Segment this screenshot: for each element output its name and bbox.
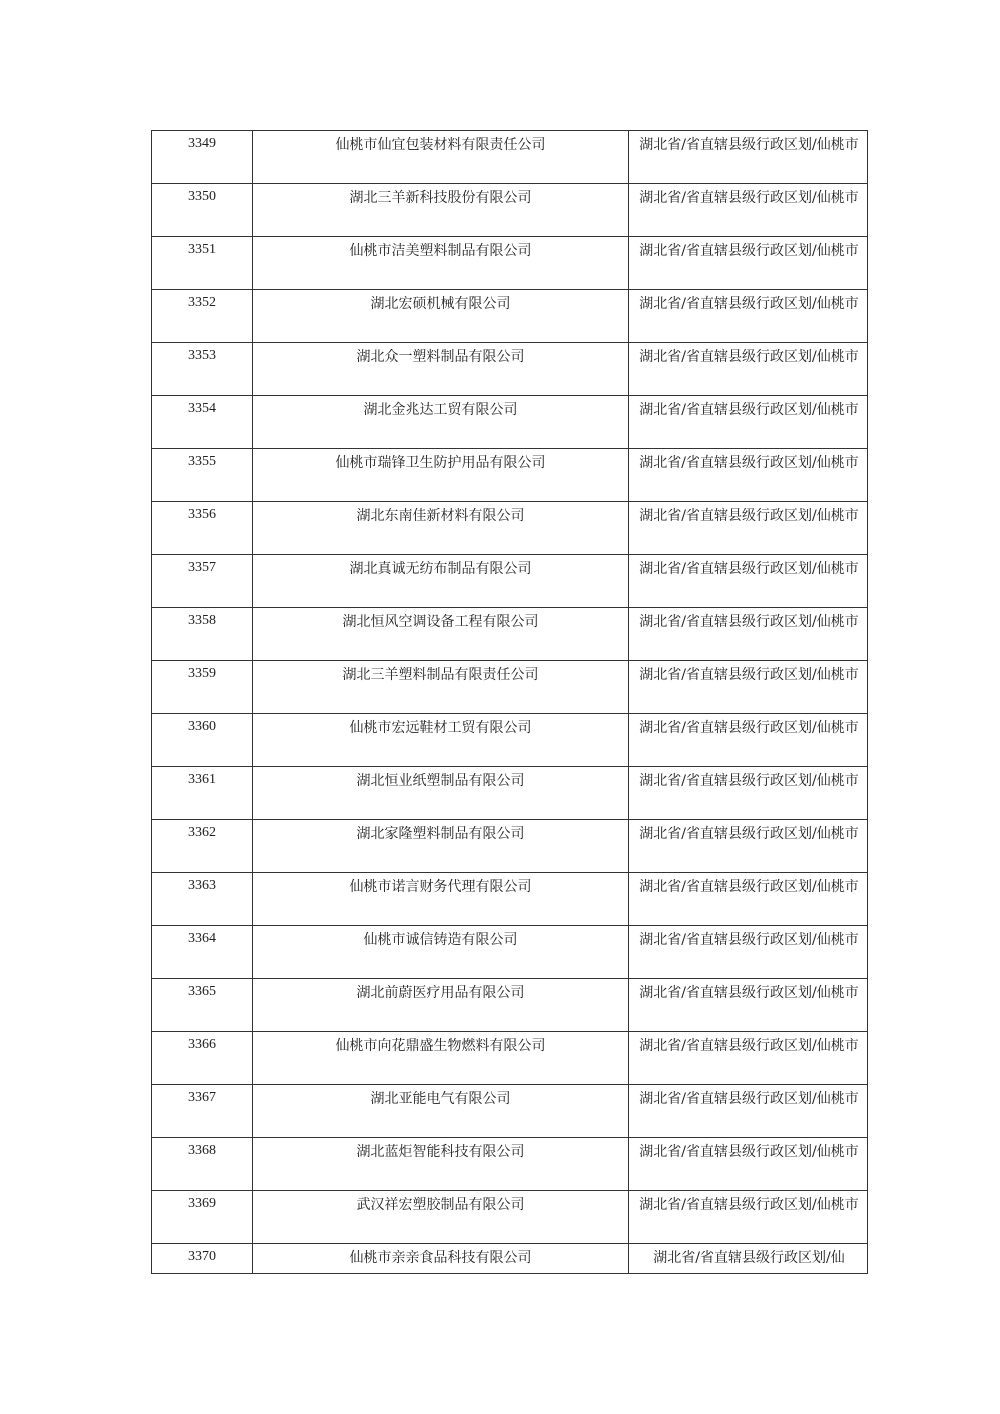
company-name-cell [253,1085,629,1138]
region: 湖北省/省直辖县级行政区划/仙桃市 [639,402,859,418]
table-row [152,502,868,555]
region-cell [629,1085,868,1138]
region: 湖北省/省直辖县级行政区划/仙 [653,1250,845,1266]
company-name: 湖北家隆塑料制品有限公司 [356,826,525,842]
table-row [152,449,868,502]
region-cell [629,767,868,820]
table-row [152,555,868,608]
row-number: 3349 [152,131,253,184]
company-name: 湖北亚能电气有限公司 [370,1091,511,1107]
company-name: 仙桃市诚信铸造有限公司 [363,932,518,948]
table-row [152,1138,868,1191]
row-number: 3370 [152,1244,253,1274]
table-body [152,131,868,1274]
region: 湖北省/省直辖县级行政区划/仙桃市 [639,614,859,630]
table-row [152,714,868,767]
company-name: 仙桃市向花鼎盛生物燃料有限公司 [335,1038,546,1054]
table-row [152,767,868,820]
company-name: 仙桃市洁美塑料制品有限公司 [349,243,532,259]
table-row [152,926,868,979]
row-number: 3366 [152,1032,253,1085]
company-name-cell [253,184,629,237]
region-cell [629,131,868,184]
table-row [152,661,868,714]
company-name-cell [253,820,629,873]
table-row [152,396,868,449]
row-number: 3367 [152,1085,253,1138]
table-row [152,343,868,396]
row-number: 3365 [152,979,253,1032]
company-name-cell [253,502,629,555]
row-number: 3364 [152,926,253,979]
table-row [152,1032,868,1085]
company-name-cell [253,343,629,396]
row-number: 3355 [152,449,253,502]
company-name-cell [253,714,629,767]
row-number: 3369 [152,1191,253,1244]
region: 湖北省/省直辖县级行政区划/仙桃市 [639,137,859,153]
region: 湖北省/省直辖县级行政区划/仙桃市 [639,190,859,206]
company-name-cell [253,1138,629,1191]
company-name: 湖北金兆达工贸有限公司 [363,402,518,418]
region: 湖北省/省直辖县级行政区划/仙桃市 [639,296,859,312]
row-number: 3352 [152,290,253,343]
region: 湖北省/省直辖县级行政区划/仙桃市 [639,667,859,683]
region: 湖北省/省直辖县级行政区划/仙桃市 [639,1197,859,1213]
company-name-cell [253,1244,629,1274]
region-cell [629,555,868,608]
company-name: 湖北蓝炬智能科技有限公司 [356,1144,525,1160]
company-name: 仙桃市诺言财务代理有限公司 [349,879,532,895]
region: 湖北省/省直辖县级行政区划/仙桃市 [639,879,859,895]
company-name: 湖北前蔚医疗用品有限公司 [356,985,525,1001]
company-name-cell [253,926,629,979]
row-number: 3353 [152,343,253,396]
company-name: 武汉祥宏塑胶制品有限公司 [356,1197,525,1213]
row-number: 3354 [152,396,253,449]
table-row [152,184,868,237]
region-cell [629,502,868,555]
region-cell [629,1138,868,1191]
region-cell [629,449,868,502]
region: 湖北省/省直辖县级行政区划/仙桃市 [639,1091,859,1107]
company-name-cell [253,873,629,926]
table-row [152,290,868,343]
row-number: 3351 [152,237,253,290]
company-name: 湖北三羊新科技股份有限公司 [349,190,532,206]
region-cell [629,396,868,449]
table-row [152,1085,868,1138]
region: 湖北省/省直辖县级行政区划/仙桃市 [639,932,859,948]
table-row [152,873,868,926]
region: 湖北省/省直辖县级行政区划/仙桃市 [639,720,859,736]
table-row [152,979,868,1032]
row-number: 3356 [152,502,253,555]
row-number: 3350 [152,184,253,237]
row-number: 3368 [152,1138,253,1191]
company-name: 湖北众一塑料制品有限公司 [356,349,525,365]
region: 湖北省/省直辖县级行政区划/仙桃市 [639,508,859,524]
region-cell [629,661,868,714]
row-number: 3358 [152,608,253,661]
region: 湖北省/省直辖县级行政区划/仙桃市 [639,985,859,1001]
company-name-cell [253,396,629,449]
table-row [152,1244,868,1274]
company-name-cell [253,237,629,290]
table-row [152,237,868,290]
company-name-cell [253,555,629,608]
region-cell [629,714,868,767]
company-name-cell [253,1191,629,1244]
company-name-cell [253,767,629,820]
row-number: 3360 [152,714,253,767]
region-cell [629,979,868,1032]
row-number: 3357 [152,555,253,608]
region-cell [629,926,868,979]
region-cell [629,343,868,396]
company-name-cell [253,661,629,714]
region-cell [629,237,868,290]
region: 湖北省/省直辖县级行政区划/仙桃市 [639,561,859,577]
region: 湖北省/省直辖县级行政区划/仙桃市 [639,826,859,842]
company-name: 仙桃市宏远鞋材工贸有限公司 [349,720,532,736]
region: 湖北省/省直辖县级行政区划/仙桃市 [639,1038,859,1054]
company-table [151,130,868,1274]
region-cell [629,1032,868,1085]
company-name-cell [253,979,629,1032]
row-number: 3363 [152,873,253,926]
region: 湖北省/省直辖县级行政区划/仙桃市 [639,455,859,471]
region: 湖北省/省直辖县级行政区划/仙桃市 [639,243,859,259]
region-cell [629,608,868,661]
company-name-cell [253,290,629,343]
row-number: 3359 [152,661,253,714]
company-name: 湖北宏硕机械有限公司 [370,296,511,312]
company-name-cell [253,608,629,661]
region: 湖北省/省直辖县级行政区划/仙桃市 [639,1144,859,1160]
region-cell [629,1191,868,1244]
table-row [152,131,868,184]
region-cell [629,184,868,237]
region-cell [629,1244,868,1274]
region: 湖北省/省直辖县级行政区划/仙桃市 [639,349,859,365]
company-name: 湖北恒风空调设备工程有限公司 [342,614,539,630]
region: 湖北省/省直辖县级行政区划/仙桃市 [639,773,859,789]
table-row [152,820,868,873]
region-cell [629,290,868,343]
company-name: 仙桃市仙宜包装材料有限责任公司 [335,137,546,153]
region-cell [629,873,868,926]
company-name: 仙桃市亲亲食品科技有限公司 [349,1250,532,1266]
company-name: 湖北恒业纸塑制品有限公司 [356,773,525,789]
region-cell [629,820,868,873]
table-row [152,1191,868,1244]
table-row [152,608,868,661]
company-name-cell [253,1032,629,1085]
row-number: 3362 [152,820,253,873]
company-name-cell [253,449,629,502]
company-name: 湖北三羊塑料制品有限责任公司 [342,667,539,683]
company-name: 湖北真诚无纺布制品有限公司 [349,561,532,577]
company-name: 仙桃市瑞锋卫生防护用品有限公司 [335,455,546,471]
company-name: 湖北东南佳新材料有限公司 [356,508,525,524]
row-number: 3361 [152,767,253,820]
company-name-cell [253,131,629,184]
